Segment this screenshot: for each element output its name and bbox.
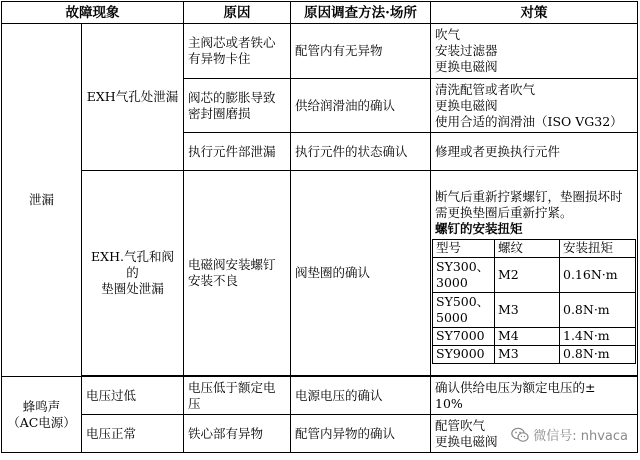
torque-title: 螺钉的安装扭矩 [435,220,523,236]
torque-model: SY7000 [433,327,495,345]
torque-value: 0.16N·m [560,257,636,292]
header-method: 原因调查方法·场所 [291,2,431,24]
table-row [433,257,636,292]
sub-normal-voltage: 电压正常 [82,415,184,453]
header-cause: 原因 [184,2,291,24]
method-cell: 阀垫圈的确认 [291,171,431,376]
wechat-icon [511,427,529,443]
measures-cell [431,171,638,376]
table-row [2,24,638,79]
cause-cell: 执行元件部泄漏 [184,133,291,171]
method-cell: 执行元件的状态确认 [291,133,431,171]
cause-cell: 阀芯的膨胀导致 密封圈磨损 [184,79,291,133]
torque-thread: M4 [495,327,560,345]
torque-model: SY500、 5000 [433,292,495,327]
torque-thread: M3 [495,345,560,363]
method-cell: 配管内异物的确认 [291,415,431,453]
cause-cell: 铁心部有异物 [184,415,291,453]
torque-table [432,239,636,364]
torque-header-row [433,239,636,257]
torque-header-torque: 安装扭矩 [560,239,636,257]
sub-low-voltage: 电压过低 [82,377,184,415]
header-row [2,2,638,24]
cause-cell: 电压低于额定电 压 [184,377,291,415]
sub-gasket-leak: EXH.气孔和阀的 垫圈处泄漏 [82,171,184,376]
torque-header-thread: 螺纹 [495,239,560,257]
measures-cell: 清洗配管或者吹气 更换电磁阀 使用合适的润滑油（ISO VG32） [431,79,638,133]
torque-model: SY9000 [433,345,495,363]
header-measures: 对策 [431,2,638,24]
table-row [2,377,638,415]
table-row [433,327,636,345]
torque-value: 0.8N·m [560,345,636,363]
torque-value: 1.4N·m [560,327,636,345]
torque-model: SY300、 3000 [433,257,495,292]
torque-value: 0.8N·m [560,292,636,327]
cause-cell: 电磁阀安装螺钉 安装不良 [184,171,291,376]
torque-thread: M3 [495,292,560,327]
measures-note: 断气后重新拧紧螺钉，垫圈损坏时需更换垫圈后重新拧紧。 [435,188,623,220]
cause-cell: 主阀芯或者铁心 有异物卡住 [184,24,291,79]
troubleshooting-table [1,1,638,453]
measures-cell: 吹气 安装过滤器 更换电磁阀 [431,24,638,79]
torque-header-model: 型号 [433,239,495,257]
table-row [433,345,636,363]
measures-cell: 修理或者更换执行元件 [431,133,638,171]
measures-cell: 确认供给电压为额定电压的± 10% [431,377,638,415]
method-cell: 供给润滑油的确认 [291,79,431,133]
table-row [433,292,636,327]
sub-exh-port-leak: EXH气孔处泄漏 [82,24,184,171]
method-cell: 电源电压的确认 [291,377,431,415]
torque-thread: M2 [495,257,560,292]
watermark [509,425,630,444]
group-leak: 泄漏 [2,24,82,377]
header-phenomenon: 故障现象 [2,2,184,24]
measures-cell: 配管吹气 更换电磁阀 [431,415,638,453]
table-row [2,171,638,376]
method-cell: 配管内有无异物 [291,24,431,79]
group-buzz: 蜂鸣声 （AC电源） [2,377,82,453]
watermark-text: 微信号: nhvaca [533,429,628,444]
